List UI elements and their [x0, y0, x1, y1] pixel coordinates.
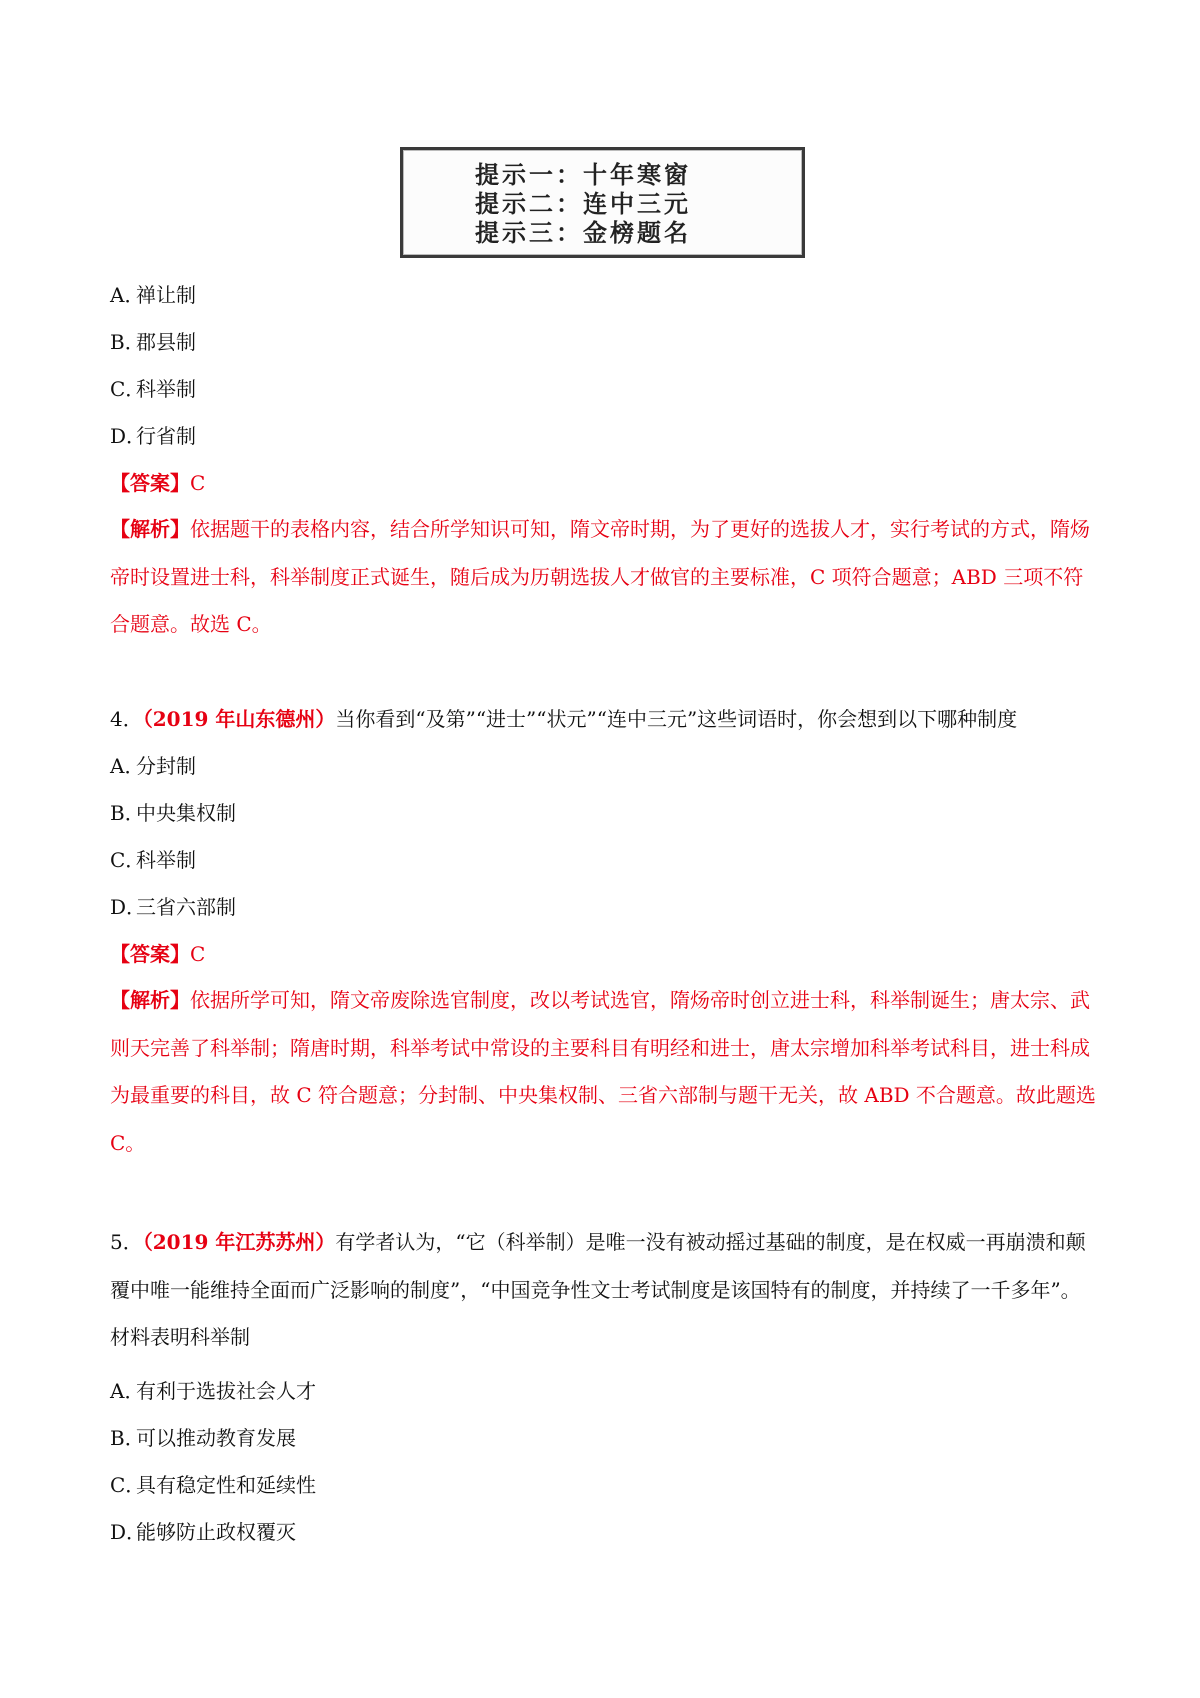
q4-analysis: 【解析】依据所学可知，隋文帝废除选官制度，改以考试选官，隋炀帝时创立进士科，科举制诞生；唐太宗、武则天完善了科举制；隋唐时期，科举考试中常设的主要科目有明经和进士，唐太宗增加科举考试科目，进士科成为最重要的科目，故 C 符合题意；分封制、中央集权制、三省六部制与题干无关，故 ABD 不合题意。故此题选 C。: [110, 988, 1096, 1155]
q4-stem: 4．（2019 年山东德州）当你看到“及第”“进士”“状元”“连中三元”这些词语时，你会想到以下哪种制度: [110, 707, 1018, 731]
hint-line-3: 提示三：金榜题名: [475, 218, 691, 247]
q3-option-c: C．科举制: [110, 377, 196, 401]
q5-option-b: B．可以推动教育发展: [110, 1426, 296, 1450]
hint-box: [400, 147, 805, 258]
q3-option-b: B．郡县制: [110, 330, 196, 354]
q4-option-b: B．中央集权制: [110, 801, 236, 825]
q3-analysis: 【解析】依据题干的表格内容，结合所学知识可知，隋文帝时期，为了更好的选拔人才，实行考试的方式，隋炀帝时设置进士科，科举制度正式诞生，随后成为历朝选拔人才做官的主要标准，C 项符合题意；ABD 三项不符合题意。故选 C。: [110, 517, 1090, 636]
q5-option-d: D．能够防止政权覆灭: [110, 1520, 296, 1544]
q5-option-a: A．有利于选拔社会人才: [110, 1379, 316, 1403]
q4-answer: 【答案】C: [110, 942, 206, 966]
q5-stem: 5．（2019 年江苏苏州）有学者认为，“它（科举制）是唯一没有被动摇过基础的制度，是在权威一再崩溃和颠覆中唯一能维持全面而广泛影响的制度”，“中国竞争性文士考试制度是该国特有的制度，并持续了一千多年”。材料表明科举制: [110, 1230, 1086, 1349]
q5-option-c: C．具有稳定性和延续性: [110, 1473, 316, 1497]
q3-option-a: A．禅让制: [110, 283, 196, 307]
q3-answer: 【答案】C: [110, 471, 206, 495]
hint-line-2: 提示二：连中三元: [475, 189, 691, 218]
q4-option-d: D．三省六部制: [110, 895, 236, 919]
q4-option-c: C．科举制: [110, 848, 196, 872]
hint-line-1: 提示一：十年寒窗: [475, 160, 691, 189]
q4-option-a: A．分封制: [110, 754, 196, 778]
q3-option-d: D．行省制: [110, 424, 196, 448]
